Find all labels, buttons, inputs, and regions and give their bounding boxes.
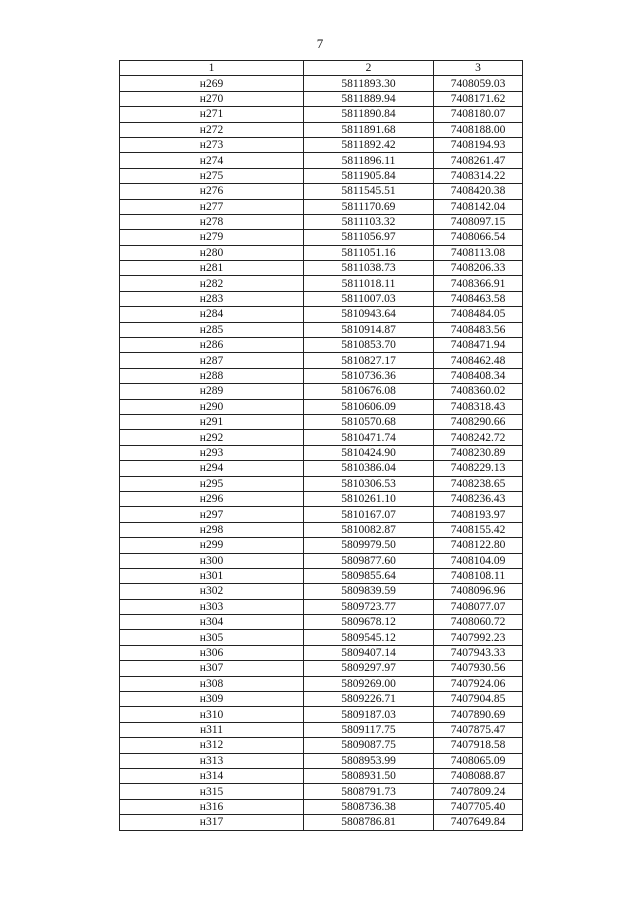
coordinate-y-cell: 7408060.72	[434, 615, 523, 630]
coordinate-x-cell: 5811038.73	[304, 261, 434, 276]
table-row	[120, 445, 523, 460]
point-id-cell: н303	[120, 599, 304, 614]
table-row	[120, 353, 523, 368]
coordinate-x-cell: 5811890.84	[304, 107, 434, 122]
coordinate-y-cell: 7408194.93	[434, 137, 523, 152]
coordinate-x-cell: 5811056.97	[304, 230, 434, 245]
point-id-cell: н277	[120, 199, 304, 214]
coordinate-y-cell: 7408088.87	[434, 768, 523, 783]
point-id-cell: н273	[120, 137, 304, 152]
coordinate-y-cell: 7408065.09	[434, 753, 523, 768]
coordinate-x-cell: 5810570.68	[304, 414, 434, 429]
coordinate-x-cell: 5809087.75	[304, 738, 434, 753]
coordinate-x-cell: 5810827.17	[304, 353, 434, 368]
coordinate-x-cell: 5811893.30	[304, 76, 434, 91]
table-row	[120, 399, 523, 414]
point-id-cell: н287	[120, 353, 304, 368]
table-row	[120, 815, 523, 830]
coordinate-x-cell: 5810167.07	[304, 507, 434, 522]
table-row	[120, 753, 523, 768]
coordinate-x-cell: 5811545.51	[304, 184, 434, 199]
table-row	[120, 784, 523, 799]
table-body	[120, 76, 523, 830]
point-id-cell: н315	[120, 784, 304, 799]
table-row	[120, 799, 523, 814]
table-row	[120, 107, 523, 122]
point-id-cell: н307	[120, 661, 304, 676]
coordinate-y-cell: 7408171.62	[434, 91, 523, 106]
coordinate-x-cell: 5811103.32	[304, 214, 434, 229]
point-id-cell: н282	[120, 276, 304, 291]
point-id-cell: н299	[120, 538, 304, 553]
coordinate-y-cell: 7408193.97	[434, 507, 523, 522]
table-row	[120, 692, 523, 707]
point-id-cell: н317	[120, 815, 304, 830]
table-row	[120, 599, 523, 614]
coordinate-x-cell: 5810424.90	[304, 445, 434, 460]
table-row	[120, 553, 523, 568]
table-row	[120, 568, 523, 583]
coordinate-y-cell: 7408096.96	[434, 584, 523, 599]
table-row	[120, 261, 523, 276]
point-id-cell: н279	[120, 230, 304, 245]
coordinate-x-cell: 5811892.42	[304, 137, 434, 152]
point-id-cell: н292	[120, 430, 304, 445]
point-id-cell: н298	[120, 522, 304, 537]
coordinate-y-cell: 7408188.00	[434, 122, 523, 137]
point-id-cell: н271	[120, 107, 304, 122]
table-row	[120, 214, 523, 229]
table-row	[120, 522, 523, 537]
coordinate-x-cell: 5811170.69	[304, 199, 434, 214]
coordinate-x-cell: 5811896.11	[304, 153, 434, 168]
column-header-2: 2	[304, 61, 434, 76]
coordinate-y-cell: 7408206.33	[434, 261, 523, 276]
point-id-cell: н295	[120, 476, 304, 491]
coordinate-x-cell: 5809877.60	[304, 553, 434, 568]
coordinate-x-cell: 5809117.75	[304, 722, 434, 737]
coordinate-y-cell: 7407890.69	[434, 707, 523, 722]
coordinate-x-cell: 5809545.12	[304, 630, 434, 645]
table-row	[120, 584, 523, 599]
coordinate-y-cell: 7408360.02	[434, 384, 523, 399]
coordinate-y-cell: 7407649.84	[434, 815, 523, 830]
coordinate-y-cell: 7408230.89	[434, 445, 523, 460]
coordinate-x-cell: 5811905.84	[304, 168, 434, 183]
coordinate-y-cell: 7408261.47	[434, 153, 523, 168]
point-id-cell: н284	[120, 307, 304, 322]
coordinate-x-cell: 5808931.50	[304, 768, 434, 783]
point-id-cell: н316	[120, 799, 304, 814]
point-id-cell: н291	[120, 414, 304, 429]
point-id-cell: н288	[120, 368, 304, 383]
point-id-cell: н294	[120, 461, 304, 476]
coordinate-y-cell: 7407875.47	[434, 722, 523, 737]
coordinate-x-cell: 5808736.38	[304, 799, 434, 814]
table-row	[120, 230, 523, 245]
coordinate-x-cell: 5809297.97	[304, 661, 434, 676]
column-header-3: 3	[434, 61, 523, 76]
coordinate-x-cell: 5811007.03	[304, 291, 434, 306]
coordinate-y-cell: 7408180.07	[434, 107, 523, 122]
point-id-cell: н285	[120, 322, 304, 337]
page-number: 7	[316, 36, 324, 51]
coordinate-y-cell: 7408408.34	[434, 368, 523, 383]
coordinate-y-cell: 7407943.33	[434, 645, 523, 660]
table-row	[120, 615, 523, 630]
coordinate-y-cell: 7408471.94	[434, 338, 523, 353]
coordinate-x-cell: 5810471.74	[304, 430, 434, 445]
point-id-cell: н293	[120, 445, 304, 460]
coordinate-x-cell: 5808953.99	[304, 753, 434, 768]
point-id-cell: н310	[120, 707, 304, 722]
coordinate-y-cell: 7408484.05	[434, 307, 523, 322]
coordinate-x-cell: 5809187.03	[304, 707, 434, 722]
table-row	[120, 676, 523, 691]
point-id-cell: н286	[120, 338, 304, 353]
point-id-cell: н280	[120, 245, 304, 260]
coordinate-x-cell: 5810261.10	[304, 491, 434, 506]
point-id-cell: н308	[120, 676, 304, 691]
point-id-cell: н304	[120, 615, 304, 630]
table-row	[120, 122, 523, 137]
point-id-cell: н270	[120, 91, 304, 106]
coordinate-y-cell: 7408113.08	[434, 245, 523, 260]
coordinate-x-cell: 5808786.81	[304, 815, 434, 830]
coordinate-y-cell: 7408318.43	[434, 399, 523, 414]
table-row	[120, 645, 523, 660]
coordinate-x-cell: 5810914.87	[304, 322, 434, 337]
coordinate-x-cell: 5809226.71	[304, 692, 434, 707]
table-row	[120, 199, 523, 214]
coordinate-x-cell: 5809839.59	[304, 584, 434, 599]
coordinate-y-cell: 7408229.13	[434, 461, 523, 476]
coordinate-x-cell: 5811018.11	[304, 276, 434, 291]
coordinate-y-cell: 7408059.03	[434, 76, 523, 91]
table-row	[120, 630, 523, 645]
coordinate-x-cell: 5810386.04	[304, 461, 434, 476]
coordinate-x-cell: 5809979.50	[304, 538, 434, 553]
coordinate-y-cell: 7408122.80	[434, 538, 523, 553]
coordinate-x-cell: 5810853.70	[304, 338, 434, 353]
table-row	[120, 137, 523, 152]
point-id-cell: н290	[120, 399, 304, 414]
table-row	[120, 661, 523, 676]
table-row	[120, 322, 523, 337]
table-header-row	[120, 61, 523, 76]
coordinate-x-cell: 5811889.94	[304, 91, 434, 106]
coordinate-x-cell: 5809855.64	[304, 568, 434, 583]
coordinate-x-cell: 5810736.36	[304, 368, 434, 383]
point-id-cell: н275	[120, 168, 304, 183]
point-id-cell: н306	[120, 645, 304, 660]
table-row	[120, 414, 523, 429]
point-id-cell: н300	[120, 553, 304, 568]
coordinate-y-cell: 7408238.65	[434, 476, 523, 491]
point-id-cell: н269	[120, 76, 304, 91]
coordinate-y-cell: 7408066.54	[434, 230, 523, 245]
coordinate-x-cell: 5811051.16	[304, 245, 434, 260]
coordinate-x-cell: 5810676.08	[304, 384, 434, 399]
table-row	[120, 168, 523, 183]
coordinate-y-cell: 7407809.24	[434, 784, 523, 799]
table-row	[120, 291, 523, 306]
table-row	[120, 245, 523, 260]
coordinate-y-cell: 7407705.40	[434, 799, 523, 814]
table-row	[120, 461, 523, 476]
table-row	[120, 476, 523, 491]
point-id-cell: н302	[120, 584, 304, 599]
coordinates-table	[119, 60, 523, 831]
point-id-cell: н272	[120, 122, 304, 137]
point-id-cell: н305	[120, 630, 304, 645]
coordinate-x-cell: 5810082.87	[304, 522, 434, 537]
table-row	[120, 307, 523, 322]
coordinate-y-cell: 7408104.09	[434, 553, 523, 568]
table-row	[120, 184, 523, 199]
point-id-cell: н281	[120, 261, 304, 276]
point-id-cell: н312	[120, 738, 304, 753]
column-header-1: 1	[120, 61, 304, 76]
table-row	[120, 491, 523, 506]
table-row	[120, 538, 523, 553]
table-row	[120, 384, 523, 399]
table-row	[120, 276, 523, 291]
coordinate-x-cell: 5810943.64	[304, 307, 434, 322]
coordinate-x-cell: 5809269.00	[304, 676, 434, 691]
coordinate-y-cell: 7408420.38	[434, 184, 523, 199]
coordinate-y-cell: 7408242.72	[434, 430, 523, 445]
table-row	[120, 91, 523, 106]
point-id-cell: н313	[120, 753, 304, 768]
table-row	[120, 507, 523, 522]
coordinate-y-cell: 7407904.85	[434, 692, 523, 707]
coordinate-y-cell: 7408097.15	[434, 214, 523, 229]
coordinate-x-cell: 5810306.53	[304, 476, 434, 491]
point-id-cell: н301	[120, 568, 304, 583]
coordinate-y-cell: 7407924.06	[434, 676, 523, 691]
point-id-cell: н297	[120, 507, 304, 522]
table-row	[120, 338, 523, 353]
table-row	[120, 738, 523, 753]
coordinate-x-cell: 5811891.68	[304, 122, 434, 137]
point-id-cell: н309	[120, 692, 304, 707]
coordinate-y-cell: 7408483.56	[434, 322, 523, 337]
coordinate-x-cell: 5809723.77	[304, 599, 434, 614]
table-row	[120, 153, 523, 168]
coordinate-x-cell: 5809678.12	[304, 615, 434, 630]
coordinate-y-cell: 7408155.42	[434, 522, 523, 537]
table-row	[120, 430, 523, 445]
table-row	[120, 722, 523, 737]
coordinate-x-cell: 5808791.73	[304, 784, 434, 799]
point-id-cell: н283	[120, 291, 304, 306]
coordinate-y-cell: 7407918.58	[434, 738, 523, 753]
coordinate-y-cell: 7408236.43	[434, 491, 523, 506]
coordinate-y-cell: 7408462.48	[434, 353, 523, 368]
point-id-cell: н274	[120, 153, 304, 168]
table-row	[120, 368, 523, 383]
coordinate-y-cell: 7408314.22	[434, 168, 523, 183]
table-row	[120, 768, 523, 783]
point-id-cell: н289	[120, 384, 304, 399]
point-id-cell: н311	[120, 722, 304, 737]
point-id-cell: н278	[120, 214, 304, 229]
coordinate-y-cell: 7407930.56	[434, 661, 523, 676]
point-id-cell: н314	[120, 768, 304, 783]
coordinate-y-cell: 7407992.23	[434, 630, 523, 645]
coordinate-y-cell: 7408290.66	[434, 414, 523, 429]
coordinate-y-cell: 7408463.58	[434, 291, 523, 306]
coordinate-y-cell: 7408142.04	[434, 199, 523, 214]
point-id-cell: н296	[120, 491, 304, 506]
coordinate-x-cell: 5809407.14	[304, 645, 434, 660]
coordinate-y-cell: 7408366.91	[434, 276, 523, 291]
table-row	[120, 707, 523, 722]
coordinate-y-cell: 7408077.07	[434, 599, 523, 614]
point-id-cell: н276	[120, 184, 304, 199]
coordinate-x-cell: 5810606.09	[304, 399, 434, 414]
coordinate-y-cell: 7408108.11	[434, 568, 523, 583]
table-row	[120, 76, 523, 91]
